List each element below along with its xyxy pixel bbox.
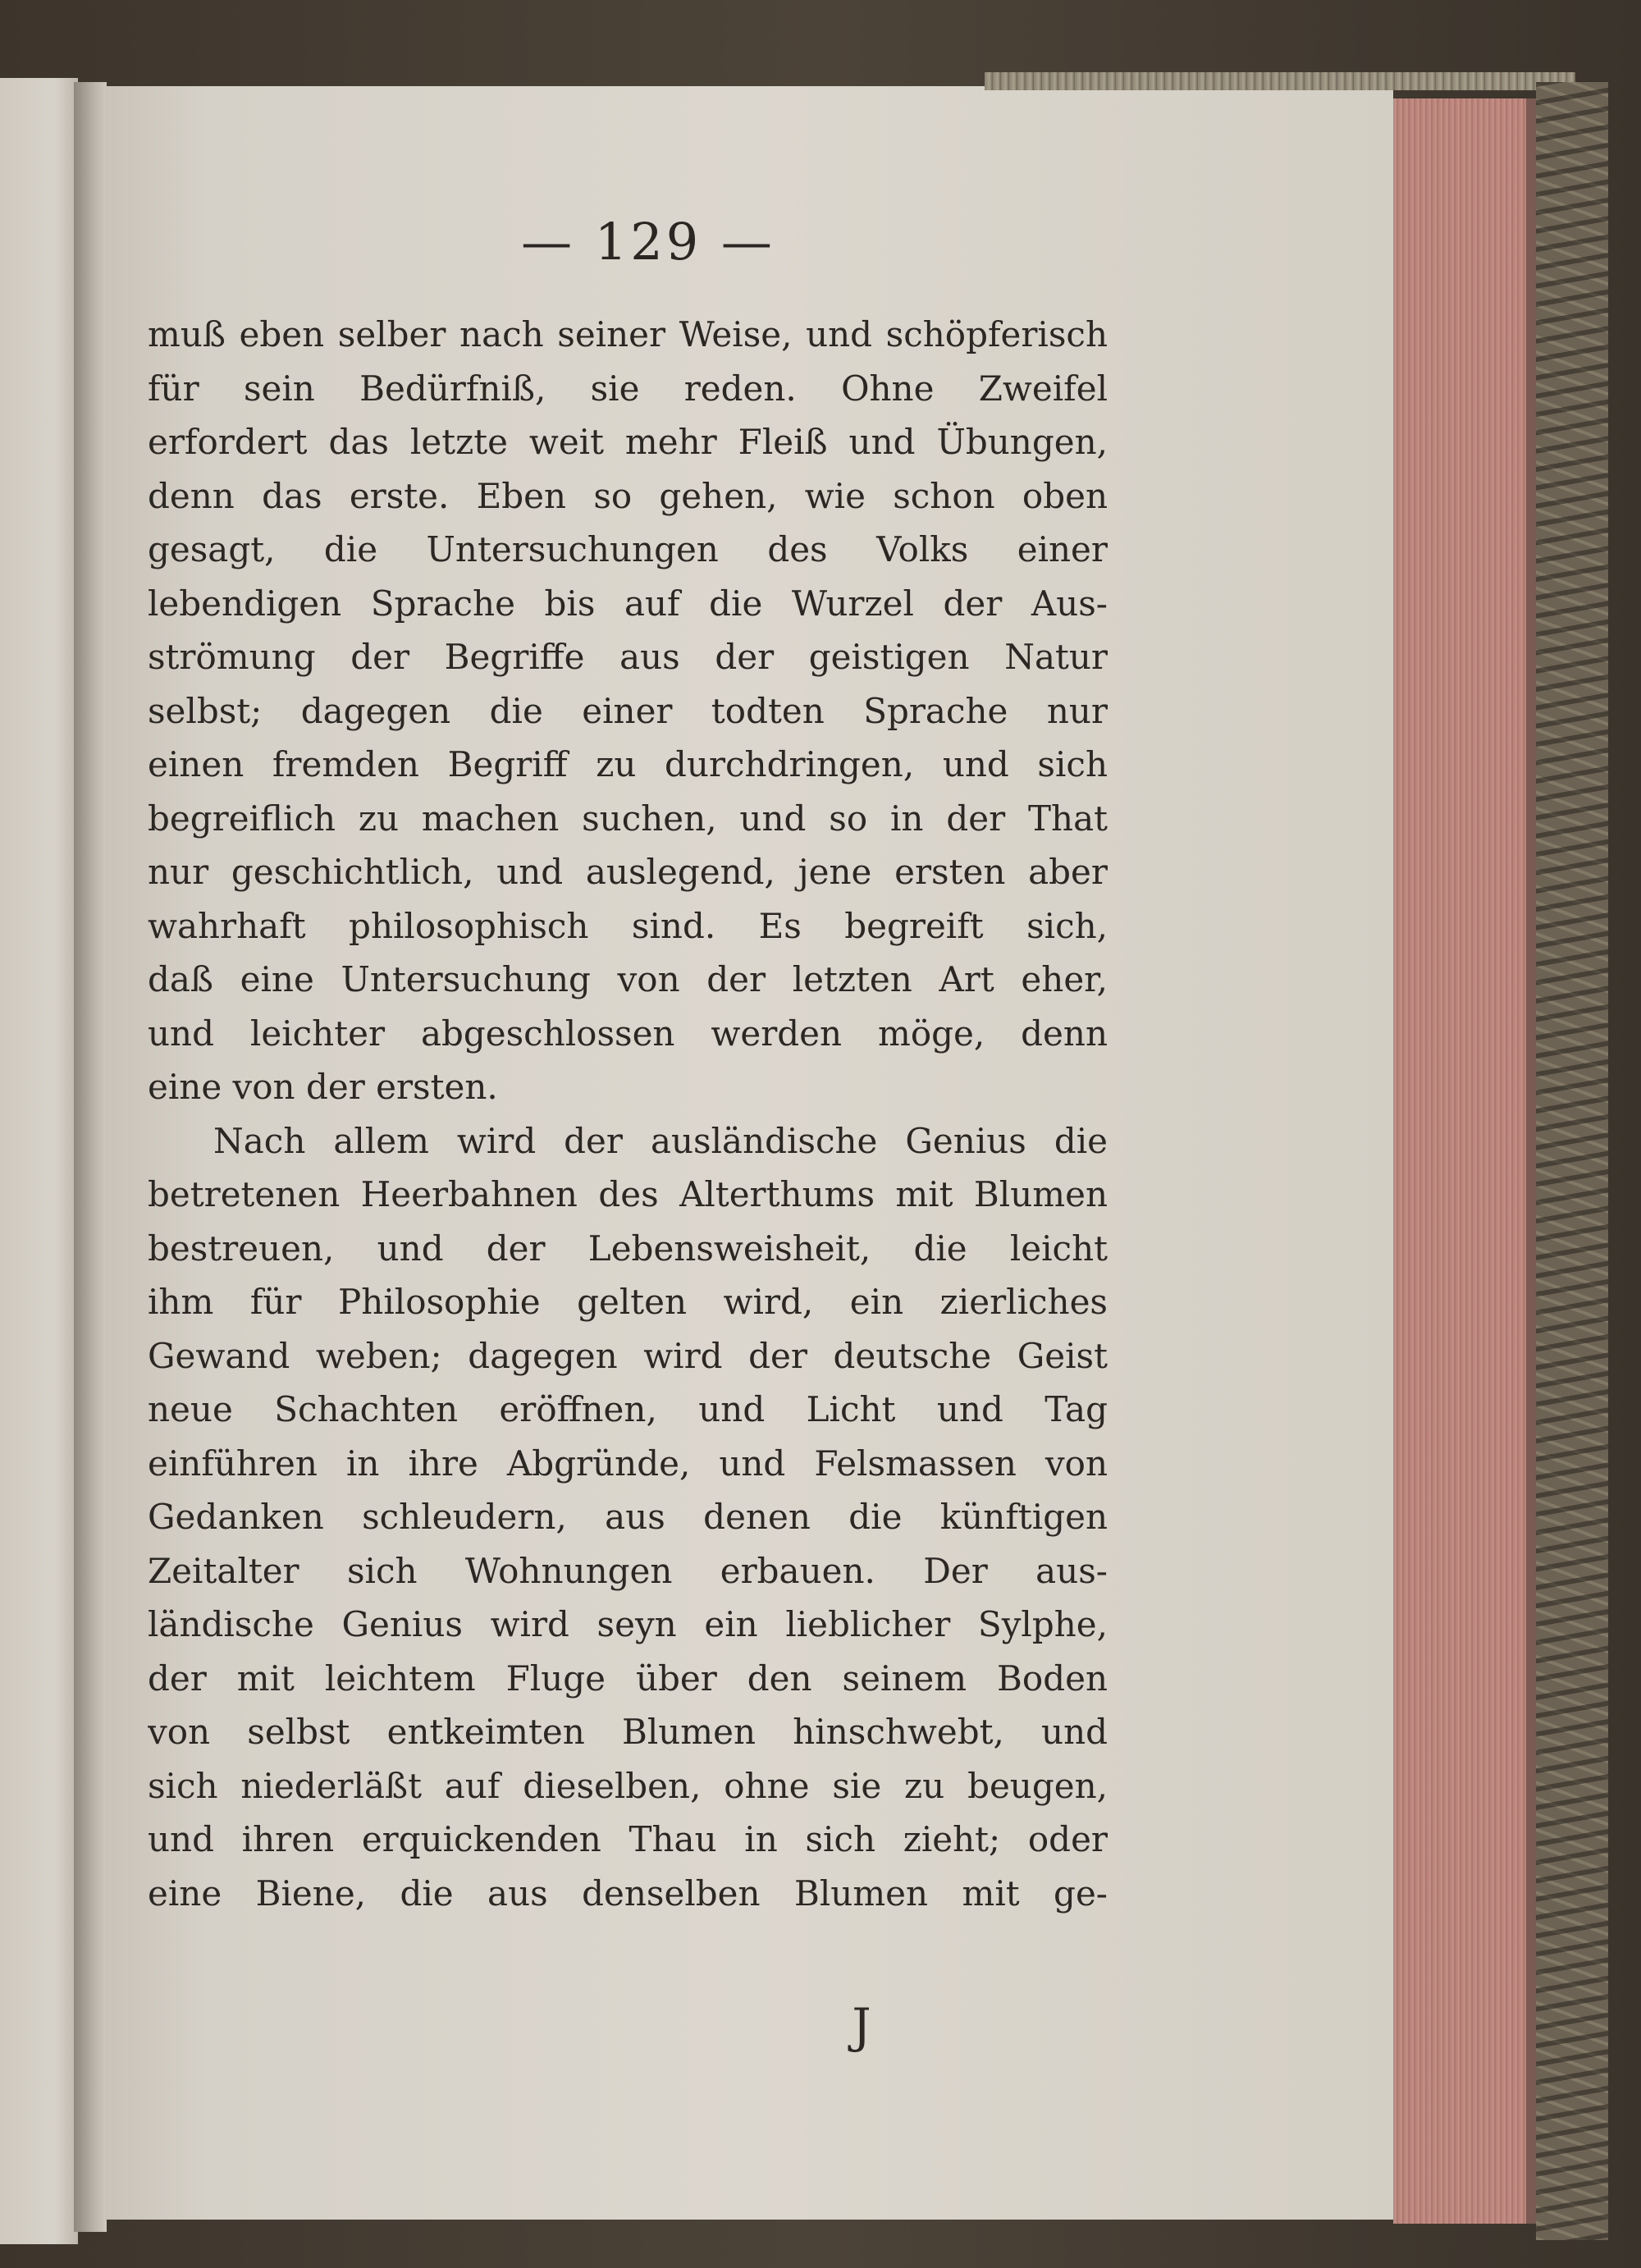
text-line: neue Schachten eröffnen, und Licht und Tag — [148, 1389, 1108, 1429]
text-line: nur geschichtlich, und auslegend, jene ersten aber — [148, 852, 1108, 892]
text-line: und ihren erquickenden Thau in sich zieht; oder — [148, 1819, 1108, 1859]
text-line: lebendigen Sprache bis auf die Wurzel der Aus- — [148, 583, 1108, 624]
text-line: daß eine Untersuchung von der letzten Art eher, — [148, 959, 1108, 999]
text-line: ländische Genius wird seyn ein lieblicher Sylphe, — [148, 1604, 1108, 1644]
text-line: gesagt, die Untersuchungen des Volks einer — [148, 529, 1108, 569]
page-number: — 129 — — [521, 212, 775, 272]
text-line: wahrhaft philosophisch sind. Es begreift sich, — [148, 905, 1108, 946]
body-text — [148, 308, 1108, 1920]
text-line: erfordert das letzte weit mehr Fleiß und Übungen, — [148, 422, 1108, 462]
text-line: Zeitalter sich Wohnungen erbauen. Der aus- — [148, 1550, 1108, 1591]
text-line: selbst; dagegen die einer todten Sprache nur — [148, 690, 1108, 731]
text-line: einführen in ihre Abgründe, und Felsmassen von — [148, 1443, 1108, 1484]
text-line: betretenen Heerbahnen des Alterthums mit Blumen — [148, 1174, 1108, 1214]
left-page-edge — [0, 78, 78, 2244]
text-line: eine Biene, die aus denselben Blumen mit ge- — [148, 1872, 1108, 1914]
text-line: denn das erste. Eben so gehen, wie schon oben — [148, 475, 1108, 516]
text-line: einen fremden Begriff zu durchdringen, und sich — [148, 744, 1108, 784]
fore-edge-shadow — [1526, 98, 1536, 2224]
text-line: eine von der ersten. — [148, 1067, 498, 1107]
text-line: der mit leichtem Fluge über den seinem Boden — [148, 1658, 1108, 1699]
text-line: muß eben selber nach seiner Weise, und schöpferisch — [148, 314, 1108, 354]
text-line: Gedanken schleudern, aus denen die künftigen — [148, 1497, 1108, 1537]
text-line: und leichter abgeschlossen werden möge, denn — [148, 1013, 1108, 1054]
text-line: begreiflich zu machen suchen, und so in der That — [148, 798, 1108, 839]
text-line: von selbst entkeimten Blumen hinschwebt, und — [148, 1712, 1108, 1752]
marbled-cover — [1536, 82, 1608, 2240]
text-line: ihm für Philosophie gelten wird, ein zierliches — [148, 1282, 1108, 1322]
text-line: bestreuen, und der Lebensweisheit, die leicht — [148, 1228, 1108, 1269]
text-line: sich niederläßt auf dieselben, ohne sie zu beugen, — [148, 1765, 1108, 1806]
top-page-edge — [985, 72, 1575, 90]
text-line: Nach allem wird der ausländische Genius die — [213, 1120, 1108, 1161]
book-gutter — [74, 82, 107, 2232]
page-fore-edge — [1393, 98, 1533, 2224]
text-line: für sein Bedürfniß, sie reden. Ohne Zweifel — [148, 368, 1108, 409]
signature-mark: J — [852, 1998, 871, 2054]
text-line: Gewand weben; dagegen wird der deutsche Geist — [148, 1335, 1108, 1376]
text-line: strömung der Begriffe aus der geistigen Natur — [148, 637, 1108, 677]
